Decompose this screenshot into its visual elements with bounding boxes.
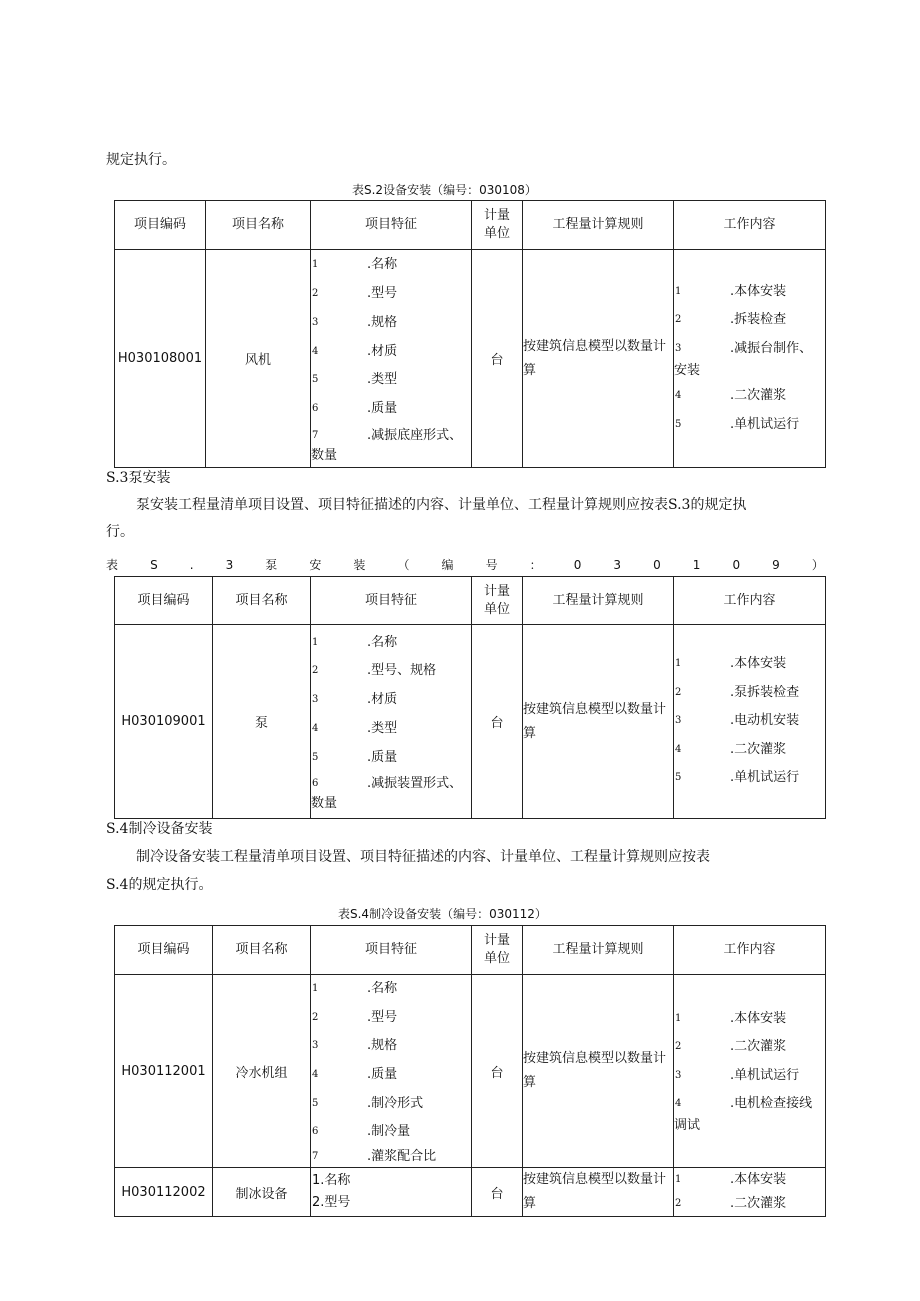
- item-name: 泵: [213, 625, 311, 819]
- table-row: [115, 975, 826, 1168]
- list-item: 5 .质量: [312, 749, 398, 765]
- header-name: 项目名称: [206, 201, 311, 250]
- feature-list: [311, 1168, 472, 1217]
- item-name: 冷水机组: [213, 975, 311, 1168]
- item-name: 风机: [206, 250, 311, 468]
- header-rule: 工程量计算规则: [523, 201, 674, 250]
- list-item: 4 .电机检查接线 调试: [674, 1096, 813, 1134]
- header-work: 工作内容: [674, 926, 826, 975]
- item-unit: 台: [472, 975, 523, 1168]
- header-code: 项目编码: [115, 201, 206, 250]
- table1-header-row: [115, 201, 826, 250]
- header-features: 项目特征: [311, 926, 472, 975]
- work-list: [674, 250, 826, 468]
- list-item: 2 .二次灌浆: [675, 1196, 787, 1211]
- table3: [114, 925, 826, 1217]
- list-item: 6 .质量: [312, 401, 398, 417]
- table3-caption: 表S.4制冷设备安装（编号：030112）: [338, 907, 547, 921]
- list-item: 7 .减振底座形式、 数量: [311, 427, 463, 463]
- section-s4-paragraph-line2: S.4的规定执行。: [106, 877, 213, 893]
- list-item: 5 .单机试运行: [675, 770, 800, 786]
- list-item: 1 .名称: [312, 634, 398, 650]
- list-item: 1 .名称: [312, 257, 398, 273]
- list-item: 2 .型号: [312, 285, 398, 301]
- list-item: 4 .二次灌浆: [675, 741, 787, 757]
- list-item: 1 .名称: [312, 981, 398, 997]
- list-item: 1 .本体安装: [675, 1010, 787, 1026]
- list-item: 2 .泵拆装检查: [675, 684, 800, 700]
- item-name: 制冰设备: [213, 1168, 311, 1217]
- work-list: [674, 1168, 826, 1217]
- list-item: 4 .材质: [312, 343, 398, 359]
- section-s4-heading: S.4制冷设备安装: [106, 821, 213, 837]
- list-item: 3 .规格: [312, 314, 398, 330]
- list-item: 2 .拆装检查: [675, 312, 787, 328]
- table-row: [115, 1168, 826, 1217]
- list-item: 3 .规格: [312, 1038, 398, 1054]
- list-item: 1 .本体安装: [675, 656, 787, 672]
- header-features: 项目特征: [311, 201, 472, 250]
- header-unit: 计量单位: [472, 926, 523, 975]
- list-item: 7 .灌浆配合比: [312, 1148, 437, 1164]
- item-rule: 按建筑信息模型以数量计算: [523, 1168, 674, 1217]
- header-unit: 计量单位: [472, 577, 523, 625]
- item-code: H030112002: [115, 1168, 213, 1217]
- table-row: [115, 625, 826, 819]
- feature-list: [311, 625, 472, 819]
- section-s3-paragraph-line2: 行。: [106, 524, 134, 540]
- list-item: 3 .材质: [312, 692, 398, 708]
- section-s3-paragraph-line1: 泵安装工程量清单项目设置、项目特征描述的内容、计量单位、工程量计算规则应按表S.3的规定执: [136, 497, 747, 513]
- table2-header-row: [115, 577, 826, 625]
- item-unit: 台: [472, 1168, 523, 1217]
- item-unit: 台: [472, 250, 523, 468]
- item-code: H030109001: [115, 625, 213, 819]
- work-list: [674, 625, 826, 819]
- feature-list: [311, 250, 472, 468]
- list-item: 1.名称: [312, 1173, 351, 1188]
- table1: [114, 200, 826, 468]
- header-code: 项目编码: [115, 577, 213, 625]
- list-item: 1 .本体安装: [675, 1172, 787, 1187]
- list-item: 6 .减振装置形式、 数量: [311, 776, 463, 812]
- header-name: 项目名称: [213, 577, 311, 625]
- item-rule: 按建筑信息模型以数量计算: [523, 250, 674, 468]
- section-s4-paragraph-line1: 制冷设备安装工程量清单项目设置、项目特征描述的内容、计量单位、工程量计算规则应按表: [136, 849, 710, 865]
- list-item: 1 .本体安装: [675, 283, 787, 299]
- list-item: 2.型号: [312, 1195, 351, 1210]
- intro-line: 规定执行。: [106, 152, 176, 168]
- item-unit: 台: [472, 625, 523, 819]
- header-unit: 计量单位: [472, 201, 523, 250]
- work-list: [674, 975, 826, 1168]
- list-item: 3 .减振台制作、 安装: [674, 341, 813, 378]
- list-item: 2 .二次灌浆: [675, 1039, 787, 1055]
- table2-caption: 表 S . 3 泵 安 装 （ 编 号 ： 0 3 0 1 0 9 ）: [106, 558, 824, 572]
- table3-header-row: [115, 926, 826, 975]
- table-row: [115, 250, 826, 468]
- header-features: 项目特征: [311, 577, 472, 625]
- list-item: 4 .类型: [312, 720, 398, 736]
- header-work: 工作内容: [674, 201, 826, 250]
- section-s3-heading: S.3泵安装: [106, 470, 171, 486]
- item-rule: 按建筑信息模型以数量计算: [523, 975, 674, 1168]
- list-item: 5 .单机试运行: [675, 416, 800, 432]
- header-code: 项目编码: [115, 926, 213, 975]
- item-rule: 按建筑信息模型以数量计算: [523, 625, 674, 819]
- list-item: 5 .制冷形式: [312, 1095, 424, 1111]
- feature-list: [311, 975, 472, 1168]
- item-code: H030112001: [115, 975, 213, 1168]
- list-item: 2 .型号: [312, 1009, 398, 1025]
- table2: [114, 576, 826, 819]
- list-item: 4 .二次灌浆: [675, 388, 787, 403]
- list-item: 3 .单机试运行: [675, 1067, 800, 1083]
- header-rule: 工程量计算规则: [523, 577, 674, 625]
- list-item: 2 .型号、规格: [312, 663, 437, 679]
- item-code: H030108001: [115, 250, 206, 468]
- list-item: 4 .质量: [312, 1067, 398, 1082]
- list-item: 3 .电动机安装: [675, 713, 800, 729]
- list-item: 6 .制冷量: [312, 1124, 411, 1140]
- header-work: 工作内容: [674, 577, 826, 625]
- header-name: 项目名称: [213, 926, 311, 975]
- list-item: 5 .类型: [312, 372, 398, 388]
- header-rule: 工程量计算规则: [523, 926, 674, 975]
- table1-caption: 表S.2设备安装（编号：030108）: [352, 183, 537, 197]
